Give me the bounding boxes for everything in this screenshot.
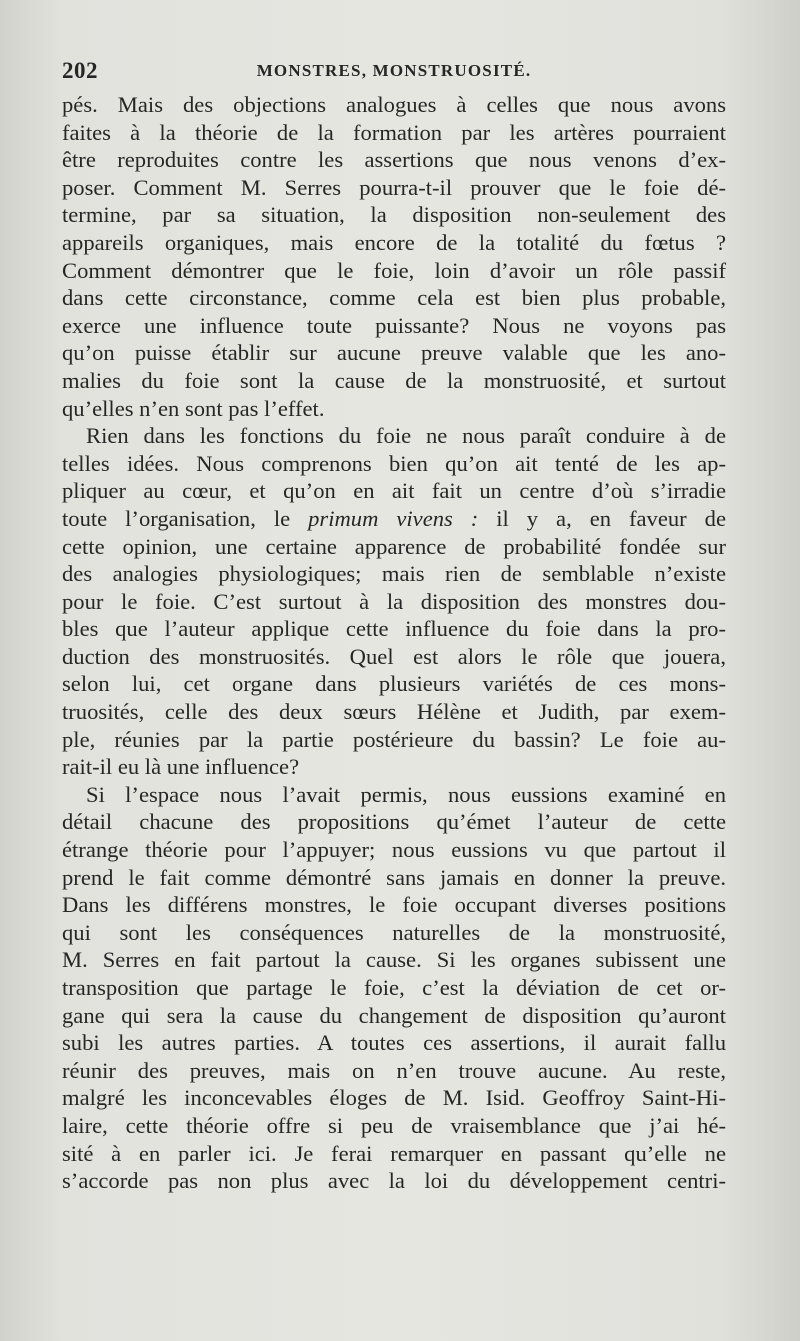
text-line: qu’on puisse établir sur aucune preuve valable que les ano- xyxy=(62,340,726,366)
text-line: malgré les inconcevables éloges de M. Isid. Geoffroy Saint-Hi- xyxy=(62,1085,726,1111)
page-header xyxy=(62,58,726,88)
page-number: 202 xyxy=(62,58,98,83)
text-line: qui sont les conséquences naturelles de la monstruosité, xyxy=(62,919,726,945)
text-line: bles que l’auteur applique cette influence du foie dans la pro- xyxy=(62,616,726,642)
body-text xyxy=(62,91,726,1195)
text-line: réunir des preuves, mais on n’en trouve aucune. Au reste, xyxy=(62,1057,726,1083)
text-line: poser. Comment M. Serres pourra-t-il prouver que le foie dé- xyxy=(62,174,726,200)
text-line: transposition que partage le foie, c’est la déviation de cet or- xyxy=(62,975,726,1000)
text-line: malies du foie sont la cause de la monstruosité, et surtout xyxy=(62,367,726,393)
text-line: être reproduites contre les assertions que nous venons d’ex- xyxy=(62,147,726,173)
text-run: toute l’organisation, le xyxy=(62,505,309,531)
running-title: MONSTRES, MONSTRUOSITÉ. xyxy=(256,61,532,80)
text-line-with-italic xyxy=(62,505,726,533)
text-line: cette opinion, une certaine apparence de probabilité fondée sur xyxy=(62,533,726,559)
text-line: prend le fait comme démontré sans jamais en donner la preuve. xyxy=(62,864,726,890)
text-line: pliquer au cœur, et qu’on en ait fait un centre d’où s’irradie xyxy=(62,478,726,504)
text-line: laire, cette théorie offre si peu de vraisemblance que j’ai hé- xyxy=(62,1112,726,1138)
text-line: gane qui sera la cause du changement de disposition qu’auront xyxy=(62,1002,726,1028)
text-line: rait-il eu là une influence? xyxy=(62,754,300,780)
text-line: qu’elles n’en sont pas l’effet. xyxy=(62,395,325,421)
text-line: faites à la théorie de la formation par les artères pourraient xyxy=(62,119,726,145)
text-line: subi les autres parties. A toutes ces assertions, il aurait fallu xyxy=(62,1030,726,1056)
text-line: pés. Mais des objections analogues à celles que nous avons xyxy=(62,92,726,117)
text-line: pour le foie. C’est surtout à la disposition des monstres dou- xyxy=(62,588,726,614)
text-line: détail chacune des propositions qu’émet l’auteur de cette xyxy=(62,809,726,835)
text-line: telles idées. Nous comprenons bien qu’on ait tenté de les ap- xyxy=(62,450,726,476)
text-line: appareils organiques, mais encore de la totalité du fœtus ? xyxy=(62,229,726,255)
text-run: il y a, en faveur de xyxy=(478,505,726,531)
text-line: M. Serres en fait partout la cause. Si les organes subissent une xyxy=(62,947,726,973)
text-line: Si l’espace nous l’avait permis, nous eussions examiné en xyxy=(86,781,726,807)
text-line: termine, par sa situation, la disposition non-seulement des xyxy=(62,202,726,228)
text-line: duction des monstruosités. Quel est alors le rôle que jouera, xyxy=(62,643,726,669)
text-line: ple, réunies par la partie postérieure du bassin? Le foie au- xyxy=(62,726,726,752)
text-line: selon lui, cet organe dans plusieurs variétés de ces mons- xyxy=(62,671,726,697)
text-line: étrange théorie pour l’appuyer; nous eussions vu que partout il xyxy=(62,837,726,863)
text-line: s’accorde pas non plus avec la loi du développement centri- xyxy=(62,1168,726,1194)
text-line: truosités, celle des deux sœurs Hélène et Judith, par exem- xyxy=(62,699,726,725)
text-line: Comment démontrer que le foie, loin d’avoir un rôle passif xyxy=(62,257,726,283)
text-line: sité à en parler ici. Je ferai remarquer en passant qu’elle ne xyxy=(62,1140,726,1166)
italic-phrase: primum vivens : xyxy=(308,505,479,531)
text-line: Rien dans les fonctions du foie ne nous paraît conduire à de xyxy=(86,423,726,449)
text-line: des analogies physiologiques; mais rien de semblable n’existe xyxy=(62,561,726,587)
text-line: exerce une influence toute puissante? Nous ne voyons pas xyxy=(62,312,726,338)
text-line: Dans les différens monstres, le foie occupant diverses positions xyxy=(62,892,726,918)
text-line: dans cette circonstance, comme cela est bien plus probable, xyxy=(62,285,726,311)
